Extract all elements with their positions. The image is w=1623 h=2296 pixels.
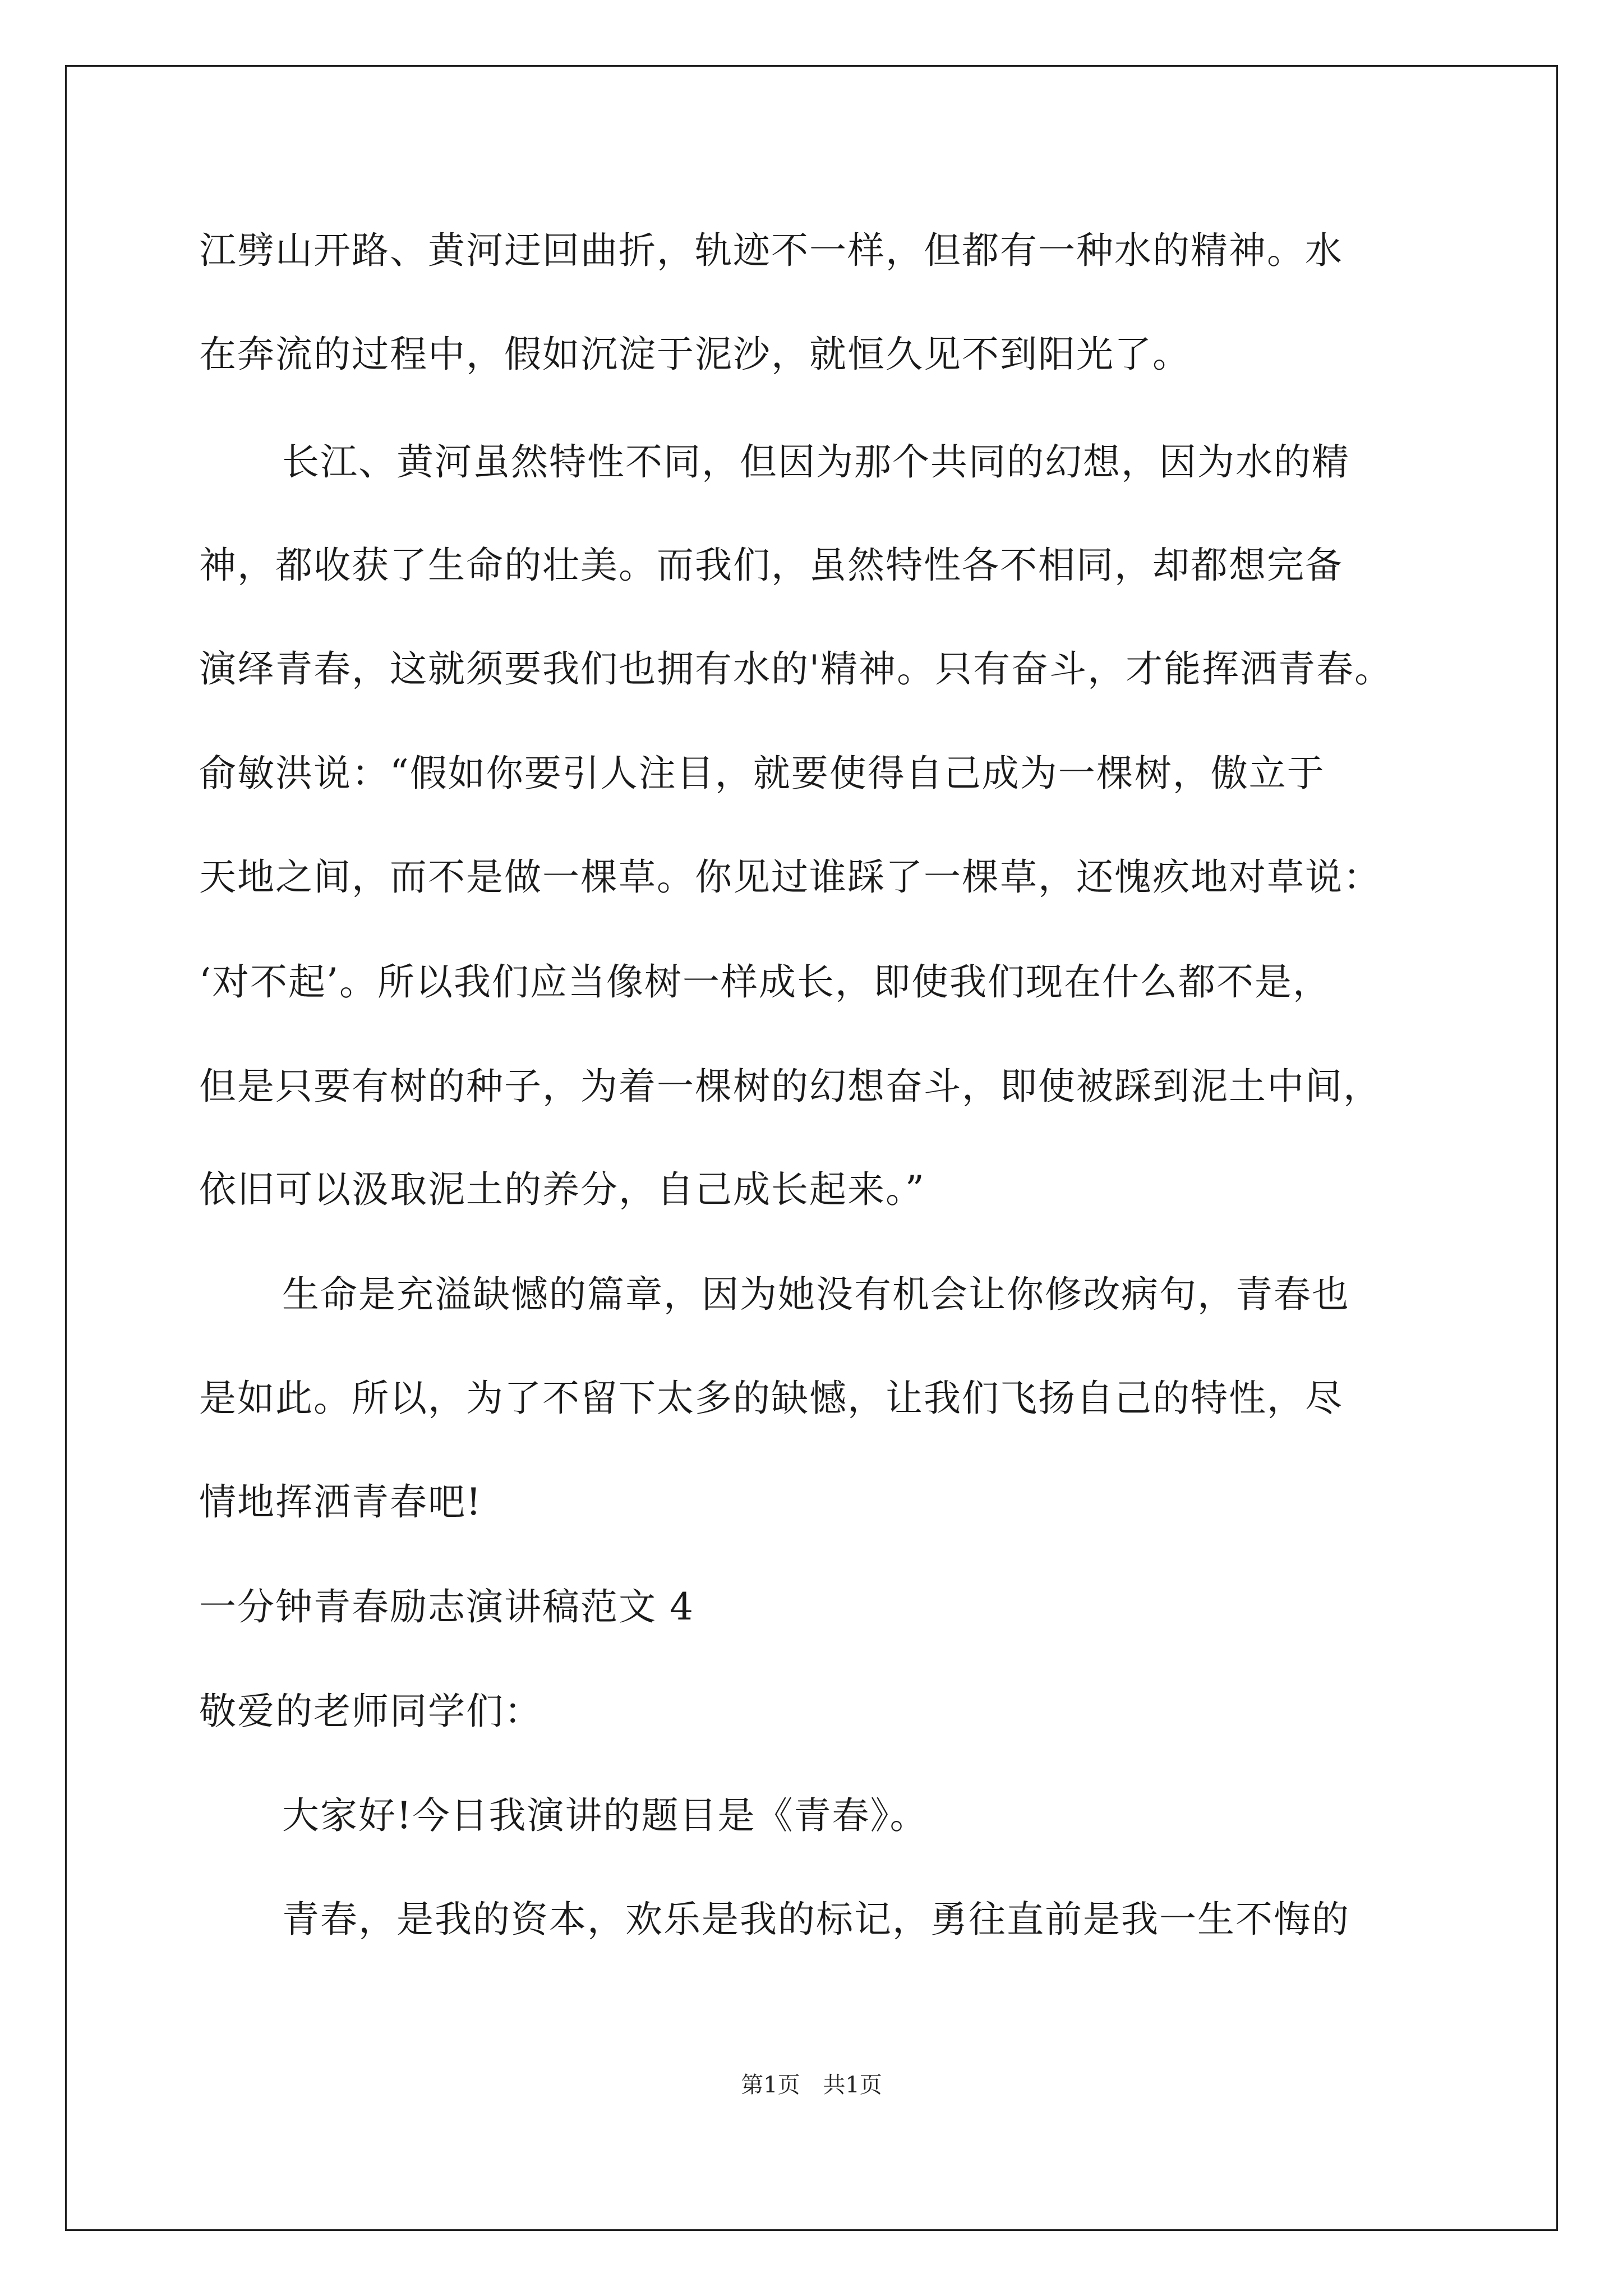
text-line: 依旧可以汲取泥土的养分，自己成长起来。” xyxy=(199,1168,925,1211)
salutation: 敬爱的老师同学们： xyxy=(199,1690,542,1733)
paragraph-start-line: 青春，是我的资本，欢乐是我的标记，勇往直前是我一生不悔的 xyxy=(282,1898,1350,1941)
page-number-total: 共1页 xyxy=(823,2072,882,2098)
text-line: ‘对不起’。所以我们应当像树一样成长，即使我们现在什么都不是， xyxy=(199,960,1331,1004)
paragraph-start-line: 长江、黄河虽然特性不同，但因为那个共同的幻想，因为水的精 xyxy=(282,440,1350,484)
text-line: 但是只要有树的种子，为着一棵树的幻想奋斗，即使被踩到泥土中间， xyxy=(199,1065,1381,1108)
text-line: 是如此。所以，为了不留下太多的缺憾，让我们飞扬自己的特性，尽 xyxy=(199,1377,1343,1420)
text-line: 天地之间，而不是做一棵草。你见过谁踩了一棵草，还愧疚地对草说： xyxy=(199,855,1381,899)
text-line: 情地挥洒青春吧! xyxy=(199,1480,482,1524)
text-line: 江劈山开路、黄河迂回曲折，轨迹不一样，但都有一种水的精神。水 xyxy=(199,229,1343,272)
page-footer xyxy=(0,2071,1623,2099)
text-line: 神，都收获了生命的壮美。而我们，虽然特性各不相同，却都想完备 xyxy=(199,544,1343,587)
paragraph-start-line: 大家好!今日我演讲的题目是《青春》。 xyxy=(282,1794,928,1837)
text-line: 俞敏洪说：“假如你要引人注目，就要使得自己成为一棵树，傲立于 xyxy=(199,752,1325,795)
text-line: 在奔流的过程中，假如沉淀于泥沙，就恒久见不到阳光了。 xyxy=(199,333,1191,376)
section-heading: 一分钟青春励志演讲稿范文 4 xyxy=(199,1585,694,1628)
text-line: 演绎青春，这就须要我们也拥有水的'精神。只有奋斗，才能挥洒青春。 xyxy=(199,647,1393,691)
page-number-current: 第1页 xyxy=(741,2072,800,2098)
paragraph-start-line: 生命是充溢缺憾的篇章，因为她没有机会让你修改病句，青春也 xyxy=(282,1273,1350,1316)
